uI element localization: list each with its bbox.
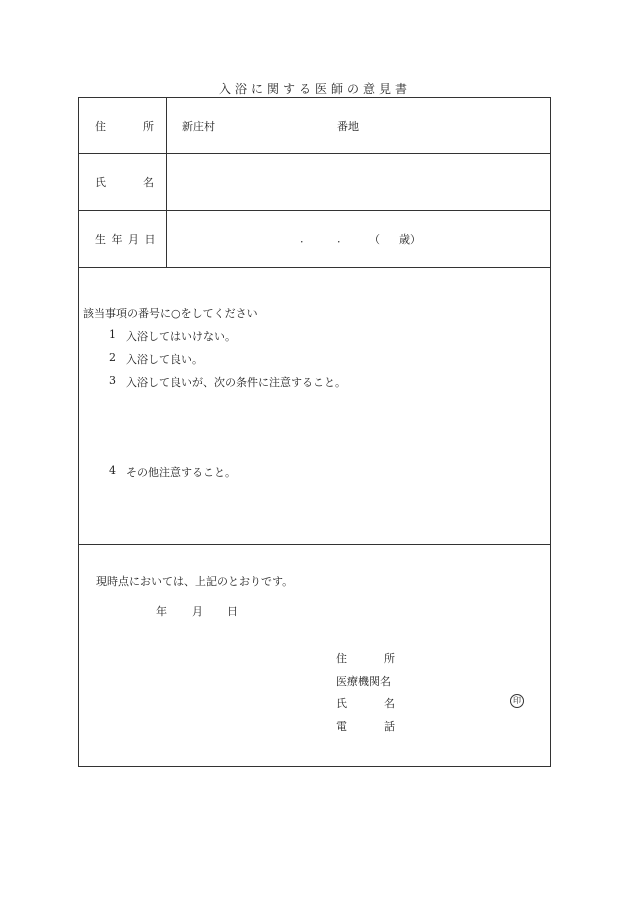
- option-3-number[interactable]: 3: [109, 374, 116, 387]
- date-day-label[interactable]: 日: [227, 605, 238, 618]
- name-label-cell: [79, 154, 167, 210]
- option-4-text: その他注意すること。: [126, 466, 236, 479]
- date-year-label[interactable]: 年: [156, 605, 167, 618]
- seal-icon: 印: [510, 694, 524, 708]
- option-1-number[interactable]: 1: [109, 328, 116, 341]
- option-2-text: 入浴して良い。: [126, 353, 203, 366]
- phone-label: 電 話: [336, 720, 396, 733]
- address-label: 住 所: [95, 119, 155, 133]
- opinion-form: [78, 97, 551, 767]
- doctor-name-label: 氏 名: [336, 697, 396, 710]
- birthdate-dot-1[interactable]: .: [300, 232, 304, 246]
- name-row: [79, 154, 550, 211]
- institution-label: 医療機関名: [336, 675, 391, 688]
- age-open-paren: （: [369, 233, 380, 246]
- birthdate-row: [79, 211, 550, 268]
- address-village[interactable]: 新庄村: [182, 119, 215, 133]
- date-month-label[interactable]: 月: [192, 605, 203, 618]
- birthdate-label-cell: [79, 211, 167, 267]
- option-1-text: 入浴してはいけない。: [126, 330, 236, 343]
- doctor-address-label: 住 所: [336, 652, 396, 665]
- option-3-text: 入浴して良いが、次の条件に注意すること。: [126, 376, 346, 389]
- birthdate-label: 生 年 月 日: [95, 233, 157, 246]
- option-2-number[interactable]: 2: [109, 351, 116, 364]
- address-label-cell: [79, 98, 167, 153]
- instructions-heading: 該当事項の番号に○をしてください: [83, 307, 258, 320]
- declaration-section: [79, 545, 550, 766]
- declaration-statement: 現時点においては、上記のとおりです。: [96, 575, 294, 588]
- option-4-number[interactable]: 4: [109, 464, 116, 477]
- document-title: 入浴に関する医師の意見書: [218, 82, 411, 96]
- birthdate-dot-2[interactable]: .: [337, 232, 341, 246]
- address-row: [79, 98, 550, 154]
- address-banchi[interactable]: 番地: [337, 119, 359, 133]
- name-label: 氏 名: [95, 176, 155, 189]
- instructions-section: [79, 268, 550, 545]
- age-suffix[interactable]: 歳）: [399, 233, 421, 246]
